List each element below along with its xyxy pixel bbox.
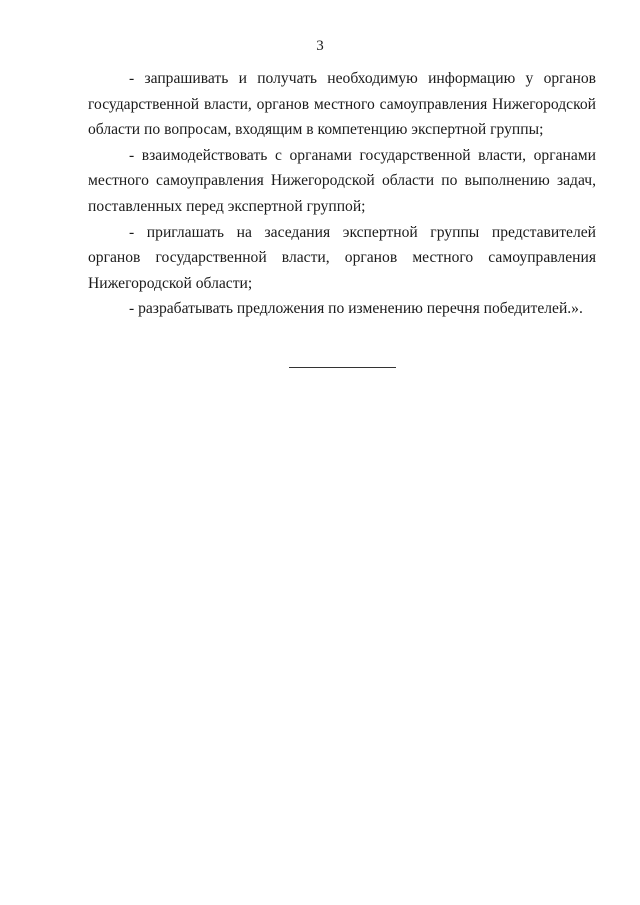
paragraph-develop-proposals: - разрабатывать предложения по изменению перечня победителей.».: [129, 300, 583, 318]
paragraph-invite-representatives: - приглашать на заседания экспертной группы представителей органов государственной власти, органов местного самоуправления Нижегородской области;: [88, 223, 596, 292]
paragraph-request-information: - запрашивать и получать необходимую информацию у органов государственной власти, органов местного самоуправления Нижегородской области по вопросам, входящим в компетенцию экспертной группы;: [88, 70, 596, 139]
document-body: [88, 66, 596, 322]
end-separator-line: [289, 367, 396, 368]
page-number: 3: [316, 38, 324, 54]
paragraph-interact-authorities: - взаимодействовать с органами государственной власти, органами местного самоуправления Нижегородской области по выполнению задач, поставленных перед экспертной группой;: [88, 146, 596, 215]
